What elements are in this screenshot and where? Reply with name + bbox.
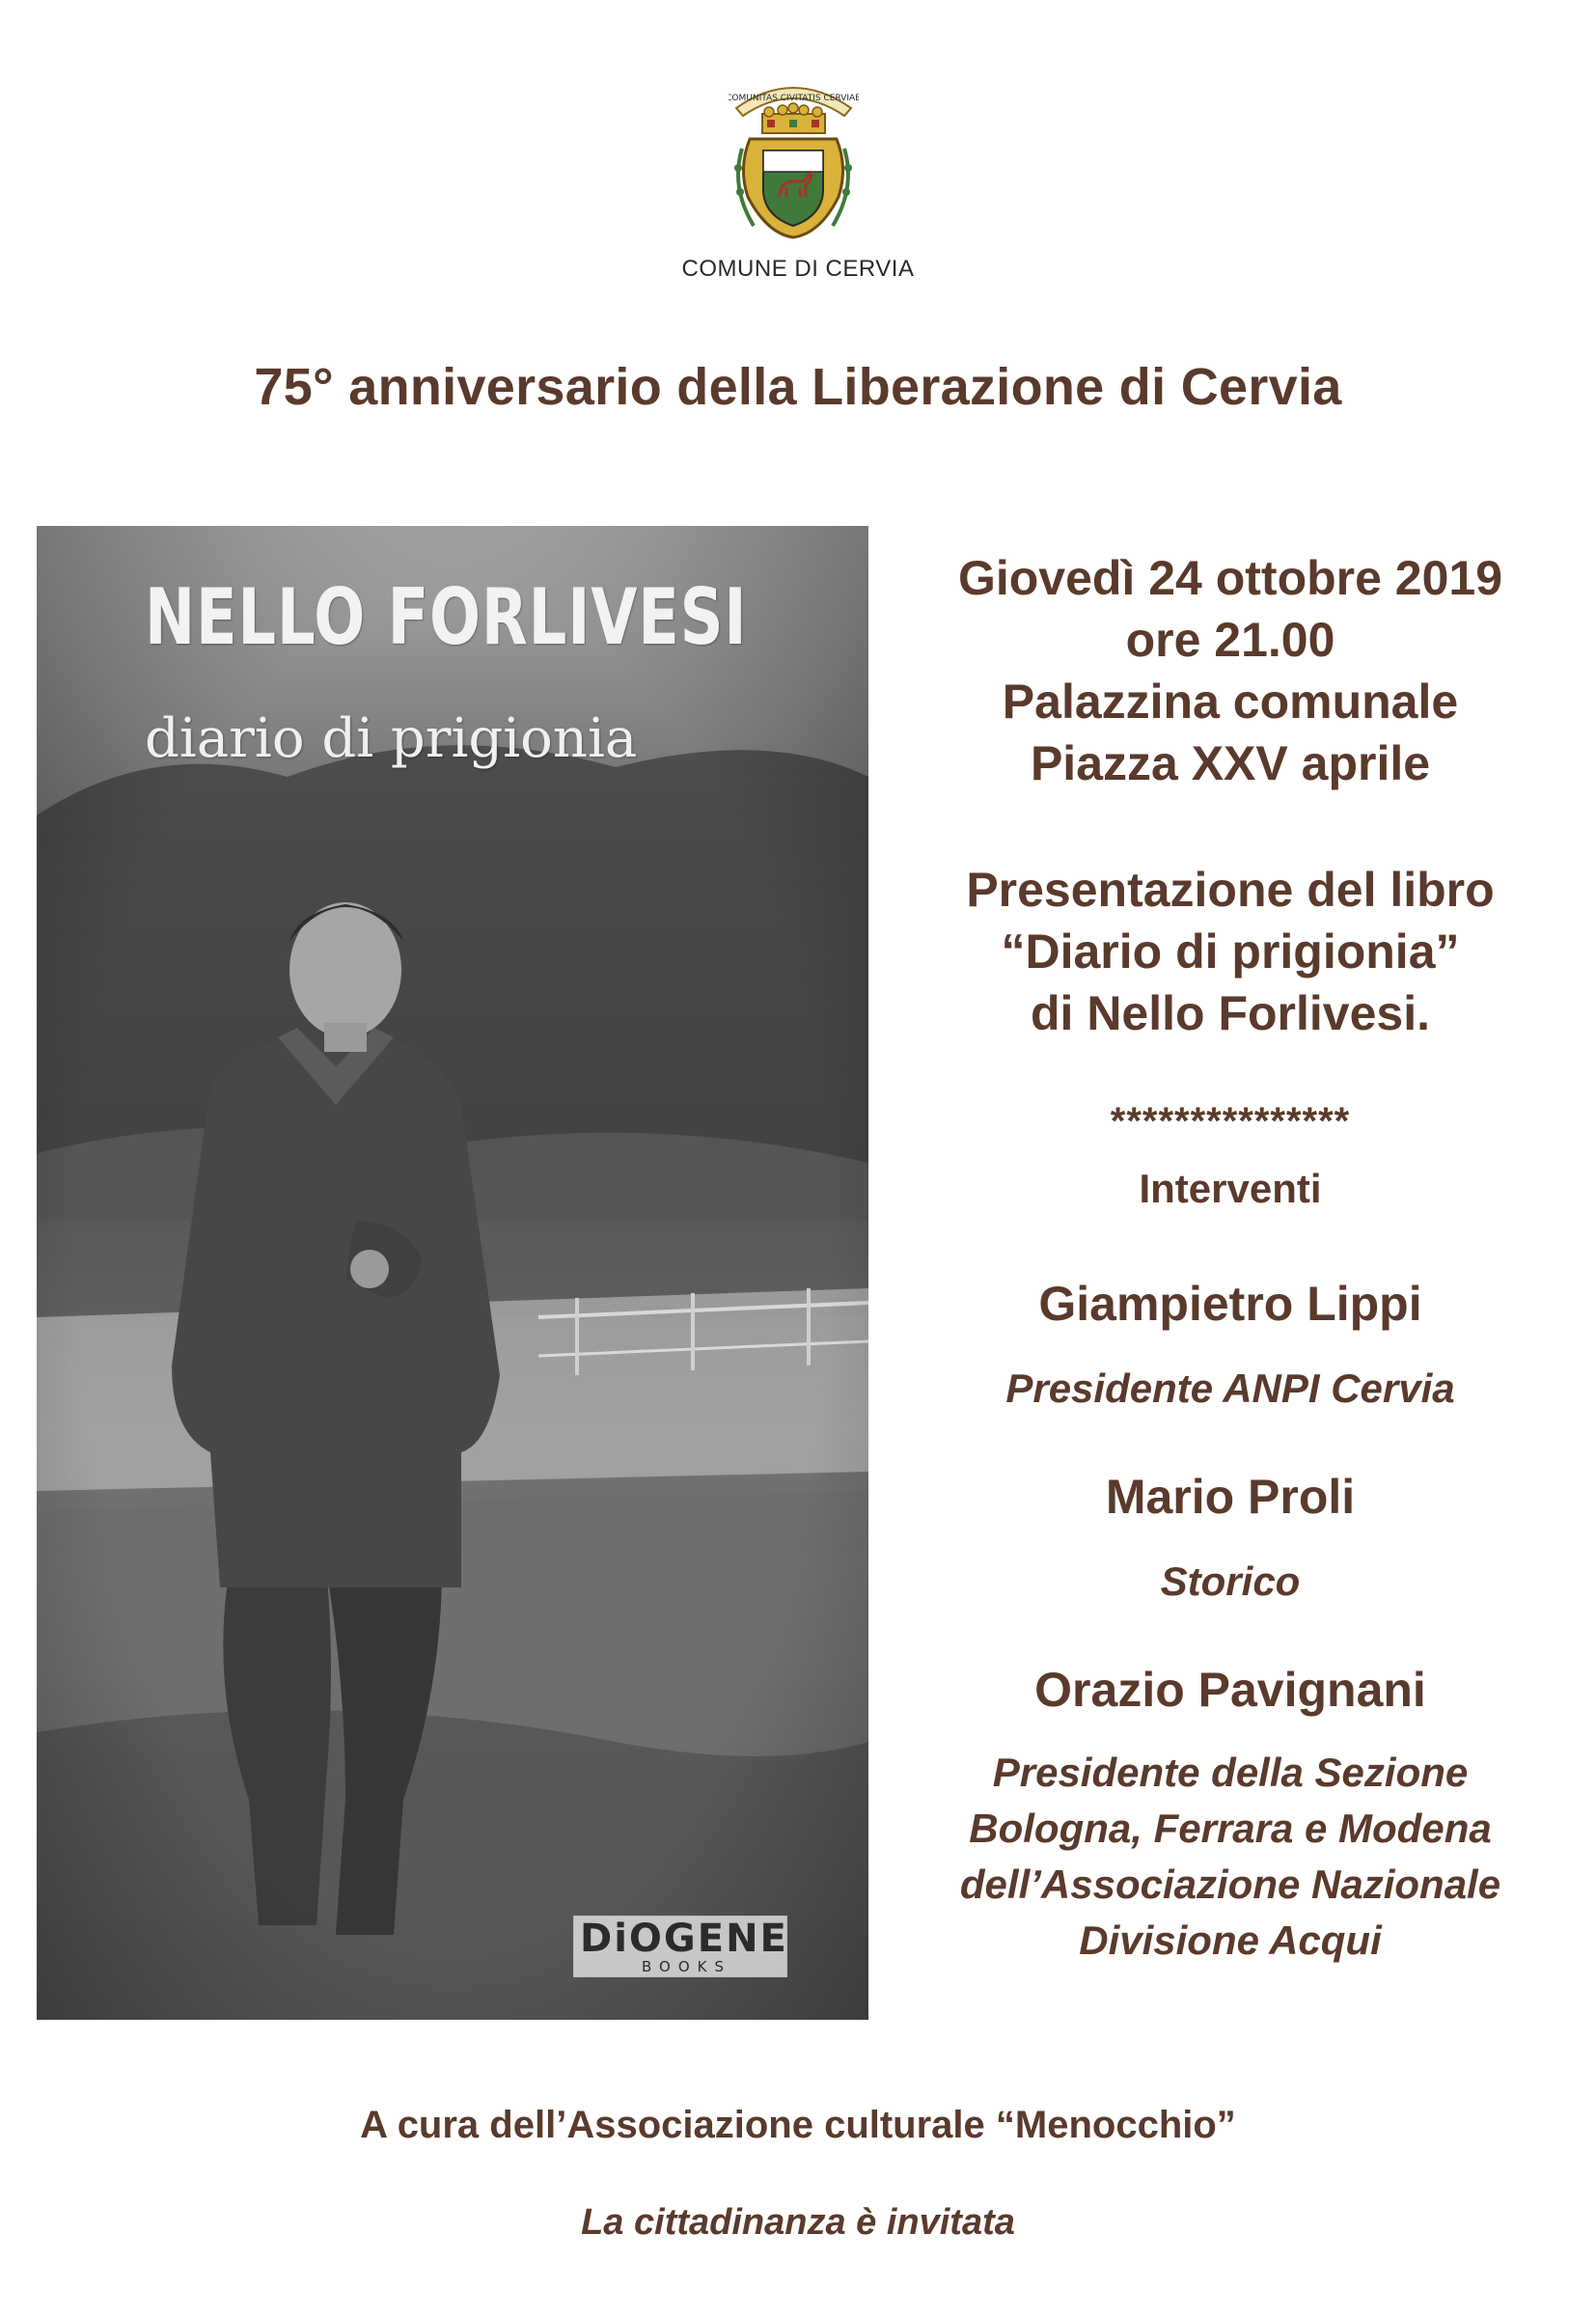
comune-name: COMUNE DI CERVIA: [681, 256, 915, 282]
speaker-role: dell’Associazione Nazionale: [959, 1862, 1501, 1907]
crest-motto: COMUNITAS CIVITATIS CERVIAE: [729, 94, 859, 103]
coat-of-arms-graphic: [729, 71, 859, 245]
speaker-name: Mario Proli: [1105, 1470, 1356, 1524]
cover-author: NELLO FORLIVESI: [145, 572, 748, 662]
presentation-line: Presentazione del libro: [966, 863, 1495, 917]
presentation-line: di Nello Forlivesi.: [1031, 986, 1430, 1040]
page-title: 75° anniversario della Liberazione di Cervia: [254, 358, 1342, 416]
event-time: ore 21.00: [1125, 613, 1335, 667]
speaker-name: Giampietro Lippi: [1038, 1277, 1422, 1331]
coat-of-arms-icon: [729, 71, 859, 245]
separator: ***************: [1110, 1100, 1351, 1143]
cover-subtitle: diario di prigionia: [145, 707, 638, 770]
invitation-note: La cittadinanza è invitata: [581, 2202, 1015, 2243]
publisher-sub: BOOKS: [642, 1958, 731, 1975]
event-details: [888, 547, 1573, 794]
speaker-role: Divisione Acqui: [1079, 1917, 1382, 1963]
presentation-line: “Diario di prigionia”: [1001, 924, 1460, 979]
organizer-credit: A cura dell’Associazione culturale “Menocchio”: [360, 2104, 1236, 2146]
speaker-role: Storico: [1160, 1558, 1301, 1604]
publisher-name: DiOGENE: [580, 1917, 788, 1961]
interventi-heading: Interventi: [1139, 1166, 1322, 1211]
speaker-name: Orazio Pavignani: [1034, 1663, 1426, 1717]
event-date: Giovedì 24 ottobre 2019: [957, 551, 1503, 605]
event-venue: Palazzina comunale: [1002, 675, 1459, 729]
book-cover: [37, 526, 868, 2020]
presentation-block: [888, 859, 1573, 1044]
publisher-logo: [573, 1916, 787, 1977]
speaker-role: Presidente della Sezione: [992, 1750, 1469, 1795]
speaker-role: Bologna, Ferrara e Modena: [969, 1806, 1492, 1851]
event-address: Piazza XXV aprile: [1030, 736, 1431, 790]
speaker-role: Presidente ANPI Cervia: [1005, 1365, 1455, 1411]
